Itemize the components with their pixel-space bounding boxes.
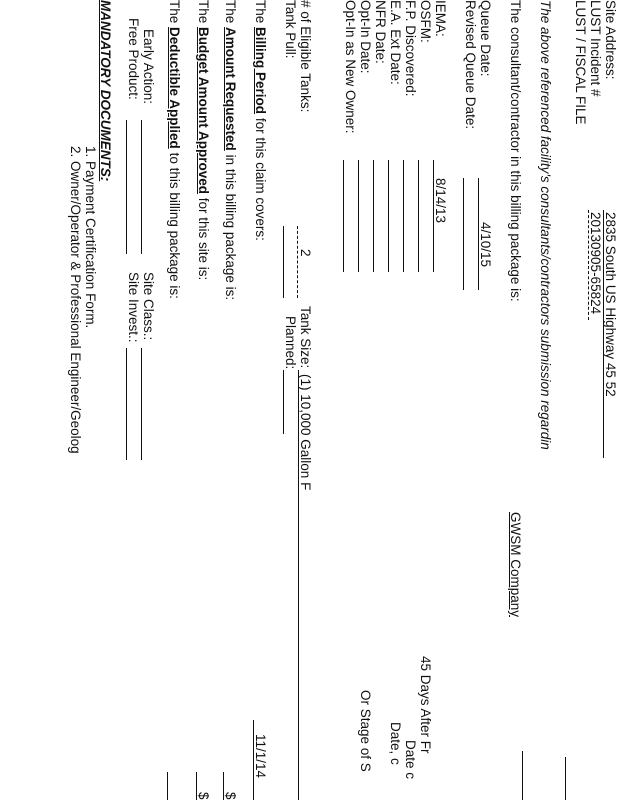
eligible-tanks-line <box>297 226 298 298</box>
nfr-date-line <box>373 160 374 272</box>
amount-requested-value: $ <box>223 792 238 800</box>
ea-ext-date-label: E.A. Ext Date: <box>388 0 403 85</box>
fp-discovered-label: F.P. Discovered: <box>403 0 418 97</box>
site-address-underline <box>603 210 604 458</box>
tank-size-label: Tank Size: <box>298 306 313 369</box>
note-date-c: Date c <box>403 740 418 780</box>
facility-submission-text: The above referenced facility's consultants/contractors submission regardin <box>538 0 553 450</box>
queue-date-value: 4/10/15 <box>478 222 493 268</box>
site-invest-label: Site Invest.: <box>126 272 141 343</box>
tank-pull-label: Tank Pull: <box>283 0 298 59</box>
scan-edge-rule <box>522 751 523 800</box>
billing-period-sentence: The Billing Period for this claim covers: <box>253 0 268 241</box>
amount-requested-line <box>223 772 224 800</box>
opt-in-new-owner-line <box>343 160 344 272</box>
early-action-label: Early Action: <box>141 29 156 105</box>
mandatory-documents-title: MANDATORY DOCUMENTS: <box>98 0 113 182</box>
osfm-line <box>418 160 419 272</box>
site-class-line <box>141 348 142 460</box>
tank-size-value: (1) 10,000 Gallon F <box>298 374 313 491</box>
billing-period-term: Billing Period <box>253 27 268 115</box>
budget-approved-value: $ <box>196 792 211 800</box>
free-product-line <box>126 120 127 254</box>
budget-approved-sentence: The Budget Amount Approved for this site is: <box>196 0 211 281</box>
opt-in-new-owner-label: Opt-In as New Owner: <box>343 0 358 134</box>
iema-line <box>433 160 434 272</box>
amount-requested-term: Amount Requested <box>223 27 238 151</box>
mandatory-item-2: 2. Owner/Operator & Professional Engineer/Geolog <box>68 146 83 454</box>
opt-in-date-label: Opt-In Date: <box>358 0 373 74</box>
revised-queue-date-label: Revised Queue Date: <box>463 0 478 130</box>
budget-approved-term: Budget Amount Approved <box>196 27 211 195</box>
site-address-label: Site Address: <box>603 0 618 80</box>
deductible-applied-term: Deductible Applied <box>167 27 182 149</box>
site-invest-line <box>126 348 127 460</box>
site-address-value: 2835 South US Highway 45 52 <box>603 212 618 397</box>
incident-underline <box>588 210 589 320</box>
opt-in-date-line <box>358 160 359 272</box>
planned-label: Planned: <box>283 316 298 370</box>
queue-date-label: Queue Date: <box>478 0 493 77</box>
consultant-prefix: The consultant/contractor in this billing package is: <box>508 0 523 302</box>
early-action-line <box>141 120 142 254</box>
osfm-label: OSFM: <box>418 0 433 43</box>
eligible-tanks-label: # of Eligible Tanks: <box>298 0 313 113</box>
iema-value: 8/14/13 <box>433 178 448 224</box>
amount-requested-sentence: The Amount Requested in this billing package is: <box>223 0 238 301</box>
fp-discovered-line <box>403 160 404 272</box>
budget-approved-line <box>196 772 197 800</box>
site-class-label: Site Class.: <box>141 272 156 341</box>
scan-edge-rule <box>565 757 566 800</box>
note-45-days: 45 Days After Fr <box>418 656 433 754</box>
lust-incident-value: 20130905-65824 <box>588 212 603 315</box>
eligible-tanks-value: 2 <box>298 249 313 257</box>
note-date-c2: Date, c <box>388 722 403 765</box>
deductible-applied-sentence: The Deductible Applied to this billing package is: <box>167 0 182 299</box>
note-stage: Or Stage of S <box>358 690 373 772</box>
revised-queue-date-line <box>463 178 464 290</box>
ea-ext-date-line <box>388 160 389 272</box>
tank-size-line <box>298 370 299 800</box>
deductible-applied-line <box>167 772 168 800</box>
billing-period-value: 11/1/14 <box>253 734 268 779</box>
nfr-date-label: NFR Date: <box>373 0 388 64</box>
consultant-value: GWSM Company <box>508 512 523 618</box>
planned-line <box>283 370 284 434</box>
billing-period-line <box>253 720 254 800</box>
iema-label: IEMA: <box>433 0 448 37</box>
queue-date-line <box>478 178 479 290</box>
lust-fiscal-file-label: LUST / FISCAL FILE <box>573 0 588 125</box>
mandatory-item-1: 1. Payment Certification Form. <box>83 146 98 329</box>
free-product-label: Free Product: <box>126 18 141 100</box>
lust-incident-label: LUST Incident # <box>588 0 603 97</box>
tank-pull-line <box>283 226 284 298</box>
